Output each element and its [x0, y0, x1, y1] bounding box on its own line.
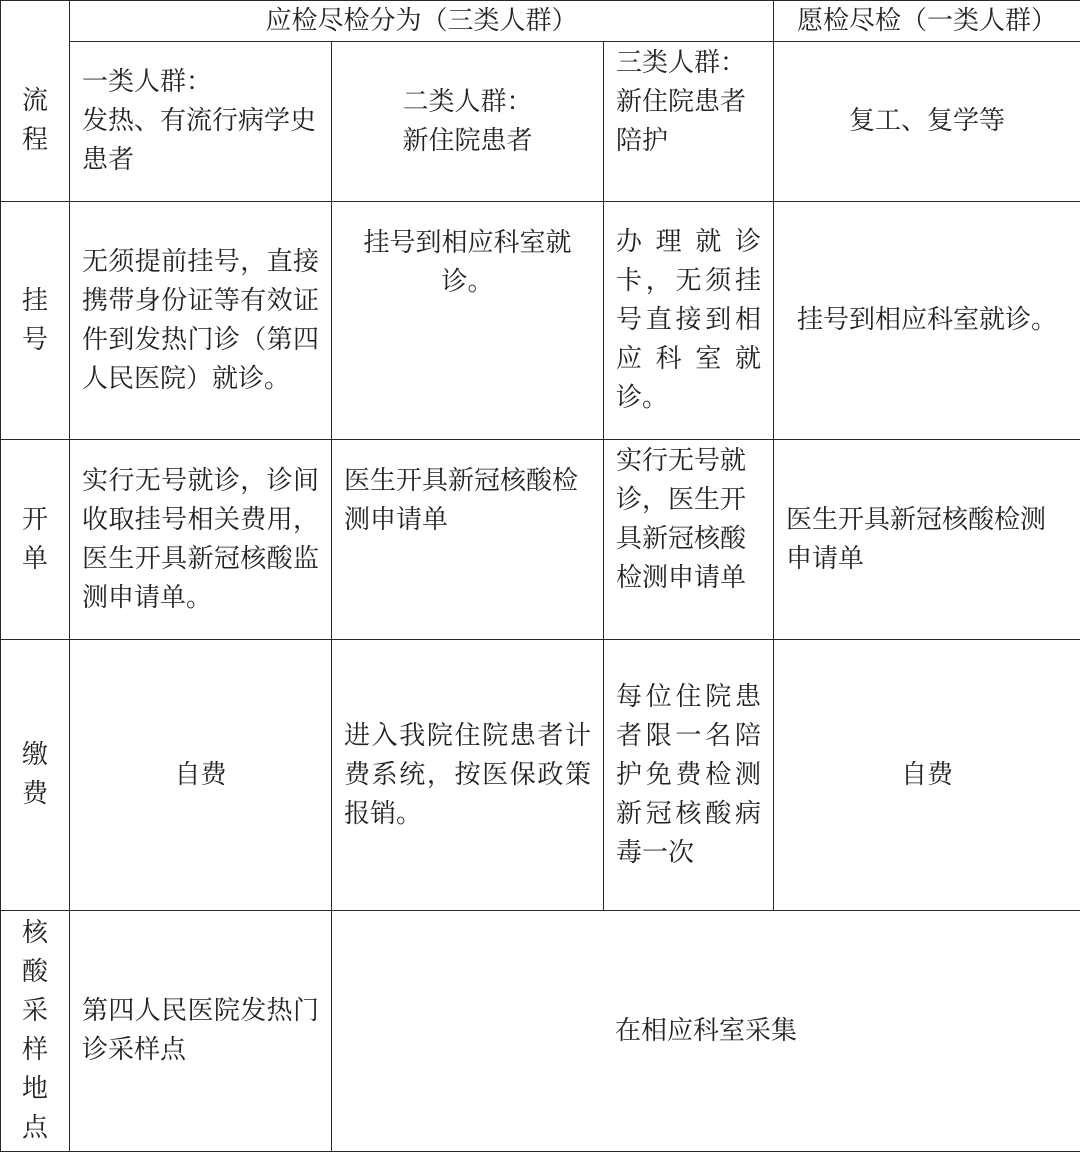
- row-sampling: [1, 911, 1080, 1152]
- payment-class1: 自费: [70, 640, 332, 911]
- register-class3: 办理就诊卡，无须挂号直接到相应科室就诊。: [604, 202, 774, 440]
- header-row-classes: [1, 42, 1080, 202]
- row-label-payment: [1, 640, 70, 911]
- row-register: [1, 202, 1080, 440]
- required-group-header: 应检尽检分为（三类人群）: [70, 1, 774, 42]
- row-label-register: [1, 202, 70, 440]
- class3-header: 三类人群： 新住院患者陪护: [604, 42, 774, 202]
- row-label-register-text: 挂号: [22, 282, 48, 360]
- row-label-payment-text: 缴费: [22, 736, 48, 814]
- order-class1: 实行无号就诊，诊间收取挂号相关费用，医生开具新冠核酸监测申请单。: [70, 440, 332, 640]
- register-class2: 挂号到相应科室就诊。: [332, 202, 604, 440]
- row-order: [1, 440, 1080, 640]
- class1-header: 一类人群： 发热、有流行病学史患者: [70, 42, 332, 202]
- sampling-class1: 第四人民医院发热门诊采样点: [70, 911, 332, 1152]
- row-label-process: [1, 42, 70, 202]
- row-payment: [1, 640, 1080, 911]
- header-row-groups: [1, 1, 1080, 42]
- row-label-order-text: 开单: [22, 501, 48, 579]
- payment-class2: 进入我院住院患者计费系统，按医保政策报销。: [332, 640, 604, 911]
- order-class3: 实行无号就诊，医生开具新冠核酸检测申请单: [604, 440, 774, 640]
- order-class2: 医生开具新冠核酸检测申请单: [332, 440, 604, 640]
- sampling-others: 在相应科室采集: [332, 911, 1080, 1152]
- row-label-order: [1, 440, 70, 640]
- voluntary-group-header: 愿检尽检（一类人群）: [774, 1, 1080, 42]
- row-label-sampling: [1, 911, 70, 1152]
- register-class1: 无须提前挂号，直接携带身份证等有效证件到发热门诊（第四人民医院）就诊。: [70, 202, 332, 440]
- voluntary-header: 复工、复学等: [774, 42, 1080, 202]
- payment-class3: 每位住院患者限一名陪护免费检测新冠核酸病毒一次: [604, 640, 774, 911]
- row-label-sampling-text: 核酸采样地点: [22, 914, 48, 1148]
- corner-cell: [1, 1, 70, 42]
- row-label-process-text: 流程: [22, 82, 48, 160]
- class2-header: 二类人群： 新住院患者: [332, 42, 604, 202]
- register-voluntary: 挂号到相应科室就诊。: [774, 202, 1080, 440]
- order-voluntary: 医生开具新冠核酸检测申请单: [774, 440, 1080, 640]
- payment-voluntary: 自费: [774, 640, 1080, 911]
